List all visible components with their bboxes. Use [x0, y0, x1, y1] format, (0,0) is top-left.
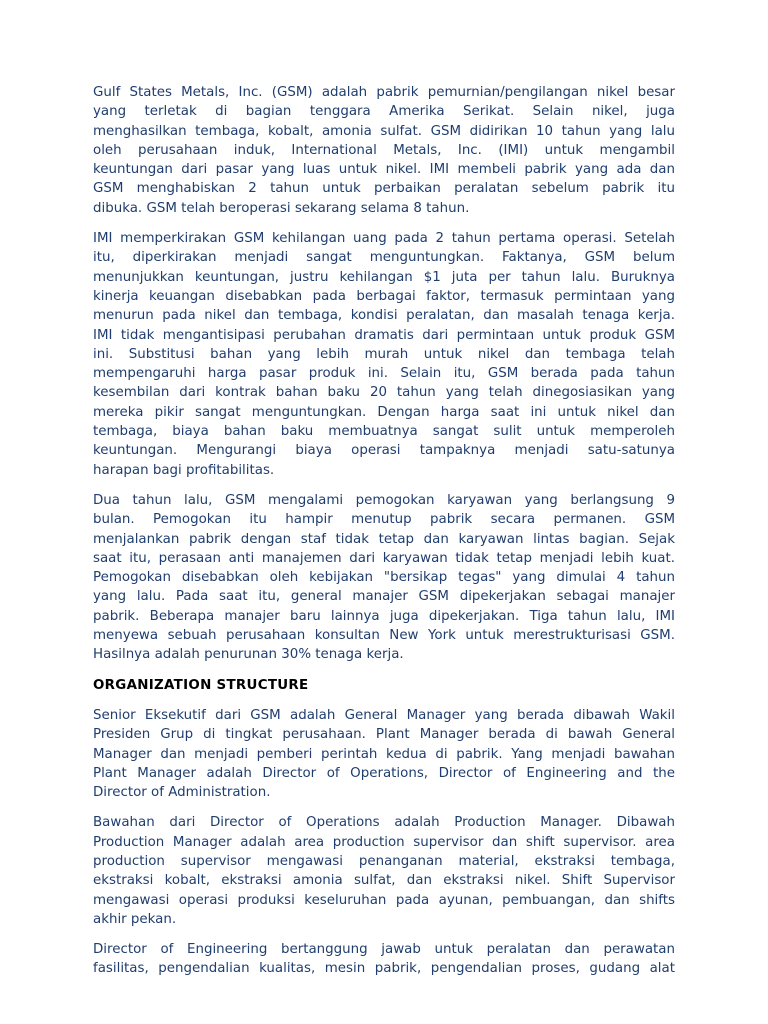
text-line: kesembilan dari kontrak bahan baku 20 tahun yang telah dinegosiasikan yang: [93, 385, 675, 401]
text-line: Gulf States Metals, Inc. (GSM) adalah pabrik pemurnian/pengilangan nikel besar: [93, 85, 675, 100]
text-line: harapan bagi profitabilitas.: [93, 462, 275, 478]
text-line: mempengaruhi harga pasar produk ini. Selain itu, GSM berada pada tahun: [93, 366, 675, 382]
text-line: oleh perusahaan induk, International Metals, Inc. (IMI) untuk mengambil: [93, 142, 675, 158]
text-line: keuntungan. Mengurangi biaya operasi tampaknya menjadi satu-satunya: [93, 443, 675, 459]
text-line: Production Manager adalah area production supervisor dan shift supervisor. area: [93, 834, 675, 850]
text-line: tembaga, biaya bahan baku membuatnya sangat sulit untuk memperoleh: [93, 424, 675, 440]
text-line: yang lalu. Pada saat itu, general manajer GSM dipekerjakan sebagai manajer: [93, 589, 675, 605]
text-line: IMI tidak mengantisipasi perubahan dramatis dari permintaan untuk produk GSM: [93, 327, 675, 343]
text-line: mereka pikir sangat menguntungkan. Dengan harga saat ini untuk nikel dan: [93, 404, 675, 420]
text-line: ini. Substitusi bahan yang lebih murah untuk nikel dan tembaga telah: [93, 346, 675, 362]
text-line: bulan. Pemogokan itu hampir menutup pabrik secara permanen. GSM: [93, 512, 675, 528]
text-line: GSM menghabiskan 2 tahun untuk perbaikan peralatan sebelum pabrik itu: [93, 181, 675, 197]
text-line: Pemogokan disebabkan oleh kebijakan "bersikap tegas" yang dimulai 4 tahun: [93, 570, 675, 586]
section-heading: ORGANIZATION STRUCTURE: [93, 677, 309, 693]
paragraph-engineering: [93, 940, 675, 979]
text-line: menyewa sebuah perusahaan konsultan New York untuk merestrukturisasi GSM.: [93, 628, 675, 644]
text-line: Director of Engineering bertanggung jawab untuk peralatan dan perawatan: [93, 942, 675, 958]
text-line: Plant Manager adalah Director of Operations, Director of Engineering and the: [93, 765, 675, 781]
text-line: dibuka. GSM telah beroperasi sekarang selama 8 tahun.: [93, 200, 470, 216]
text-line: ekstraksi kobalt, ekstraksi amonia sulfat, dan ekstraksi nikel. Shift Supervisor: [93, 873, 675, 889]
text-line: menunjukkan keuntungan, justru kehilangan $1 juta per tahun lalu. Buruknya: [93, 269, 675, 285]
text-line: akhir pekan.: [93, 911, 177, 927]
text-line: pabrik. Beberapa manajer baru lainnya juga dipekerjakan. Tiga tahun lalu, IMI: [93, 608, 675, 624]
paragraph-operations: [93, 813, 675, 929]
text-line: menurun pada nikel dan tembaga, kondisi peralatan, dan masalah tenaga kerja.: [93, 308, 675, 324]
paragraph-company-overview: [93, 83, 675, 218]
text-line: Dua tahun lalu, GSM mengalami pemogokan karyawan yang berlangsung 9: [93, 492, 675, 508]
text-line: mengawasi operasi produksi keseluruhan pada ayunan, pembuangan, dan shifts: [93, 892, 675, 908]
text-line: Bawahan dari Director of Operations adalah Production Manager. Dibawah: [93, 815, 675, 831]
text-line: Manager dan menjadi pemberi perintah kedua di pabrik. Yang menjadi bawahan: [93, 746, 675, 762]
text-line: fasilitas, pengendalian kualitas, mesin pabrik, pengendalian proses, gudang alat: [93, 961, 675, 977]
text-line: menghasilkan tembaga, kobalt, amonia sulfat. GSM didirikan 10 tahun yang lalu: [93, 123, 675, 139]
text-line: IMI memperkirakan GSM kehilangan uang pada 2 tahun pertama operasi. Setelah: [93, 231, 675, 247]
text-line: yang terletak di bagian tenggara Amerika Serikat. Selain nikel, juga: [93, 104, 675, 120]
text-line: Senior Eksekutif dari GSM adalah General Manager yang berada dibawah Wakil: [93, 707, 675, 723]
text-line: itu, diperkirakan menjadi sangat menguntungkan. Faktanya, GSM belum: [93, 250, 675, 266]
paragraph-financial-performance: [93, 229, 675, 480]
text-line: keuntungan dari pasar yang luas untuk nikel. IMI membeli pabrik yang ada dan: [93, 162, 675, 178]
text-line: Hasilnya adalah penurunan 30% tenaga kerja.: [93, 647, 404, 663]
text-line: kinerja keuangan disebabkan pada berbagai faktor, termasuk permintaan yang: [93, 288, 675, 304]
paragraph-labor-strike: [93, 491, 675, 665]
text-line: menjalankan pabrik dengan staf tidak tetap dan karyawan lintas bagian. Sejak: [93, 531, 675, 547]
text-line: production supervisor mengawasi penanganan material, ekstraksi tembaga,: [93, 853, 675, 869]
text-line: saat itu, perasaan anti manajemen dari karyawan tidak tetap menjadi lebih kuat.: [93, 550, 675, 566]
paragraph-senior-executive: [93, 706, 675, 802]
text-line: Director of Administration.: [93, 785, 271, 801]
document-page: [93, 83, 675, 990]
text-line: Presiden Grup di tingkat perusahaan. Plant Manager berada di bawah General: [93, 727, 675, 743]
